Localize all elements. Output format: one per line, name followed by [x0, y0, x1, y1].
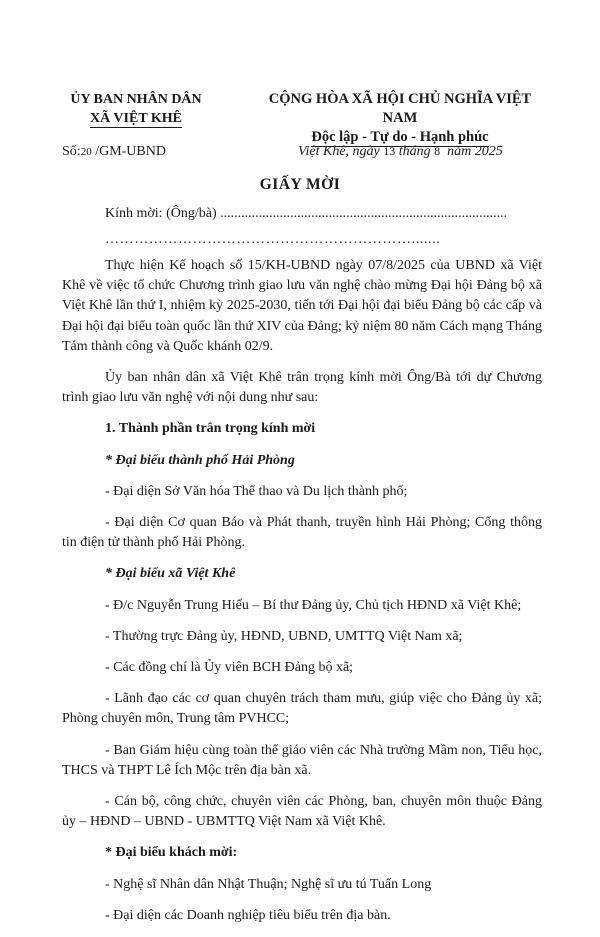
list-item: - Nghệ sĩ Nhân dân Nhật Thuận; Nghệ sĩ ưu tú Tuấn Long [105, 876, 432, 892]
document-title: GIẤY MỜI [259, 176, 341, 193]
list-item: - Đ/c Nguyễn Trung Hiếu – Bí thư Đảng ủy, Chủ tịch HĐND xã Việt Khê; [105, 597, 522, 613]
national-motto [250, 90, 550, 147]
list-item: - Cán bộ, công chức, chuyên viên các Phòng, ban, chuyên môn thuộc Đảng ủy – HĐND – UBND - UBMTTQ Việt Nam xã Việt Khê. [62, 794, 542, 830]
date-day: 13 [383, 144, 396, 158]
subheading-hai-phong: * Đại biểu thành phố Hải Phòng [105, 452, 295, 468]
list-item: - Các đồng chí là Ủy viên BCH Đảng bộ xã; [105, 660, 354, 676]
section-heading-attendees: 1. Thành phần trân trọng kính mời [105, 421, 316, 437]
intro-paragraph: Thực hiện Kế hoạch số 15/KH-UBND ngày 07/8/2025 của UBND xã Việt Khê về việc tổ chức Chương trình giao lưu văn nghệ chào mừng Đại hội Đảng bộ xã Việt Khê lần thứ I, nhiệm kỳ 2025-2030, tiến tới Đại hội đại biểu Đảng bộ các cấp và Đại hội đại biểu toàn quốc lần thứ XIV của Đảng; kỷ niệm 80 năm Cách mạng Tháng Tám thành công và Quốc khánh 02/9. [62, 258, 542, 354]
motto-line: Độc lập - Tự do - Hạnh phúc [311, 129, 489, 145]
issuing-authority [62, 90, 210, 128]
subheading-viet-khe: * Đại biểu xã Việt Khê [105, 566, 236, 582]
subheading-guests: * Đại biểu khách mời: [105, 845, 238, 861]
list-item: - Lãnh đạo các cơ quan chuyên trách tham mưu, giúp việc cho Đảng ủy xã; Phòng chuyên môn, Trung tâm PVHCC; [62, 691, 542, 727]
list-item: - Đại diện Cơ quan Báo và Phát thanh, truyền hình Hải Phòng; Cổng thông tin điện tử thành phố Hải Phòng. [62, 515, 542, 551]
list-item: - Ban Giám hiệu cùng toàn thể giáo viên các Nhà trường Mầm non, Tiểu học, THCS và THPT Lê Ích Mộc trên địa bàn xã. [62, 742, 542, 778]
issue-date: Việt Khê, ngày 13 tháng 8 năm 2025 [298, 144, 503, 159]
invitee-line: Kính mời: (Ông/bà) .................................................................................. [105, 206, 508, 221]
list-item: - Thường trực Đảng ủy, HĐND, UBND, UMTTQ Việt Nam xã; [105, 628, 463, 644]
authority-line-2: XÃ VIỆT KHÊ [89, 111, 183, 126]
authority-line-1: ỦY BAN NHÂN DÂN [70, 92, 202, 107]
document-number: Số:20 /GM-UBND [62, 144, 166, 159]
document-body [62, 256, 542, 937]
list-item: - Đại diện các Doanh nghiệp tiêu biểu trên địa bàn. [105, 907, 391, 923]
country-name: CỘNG HÒA XÃ HỘI CHỦ NGHĨA VIỆT NAM [268, 91, 532, 126]
document-number-value: 20 [80, 146, 92, 158]
list-item: - Đại diện Sở Văn hóa Thể thao và Du lịch thành phố; [105, 483, 408, 499]
invitee-line-continuation: ………………………………………………………....... [105, 232, 441, 247]
invitation-paragraph: Ủy ban nhân dân xã Việt Khê trân trọng kính mời Ông/Bà tới dự Chương trình giao lưu văn nghệ với nội dung như sau: [62, 370, 542, 406]
date-month: 8 [434, 144, 441, 158]
